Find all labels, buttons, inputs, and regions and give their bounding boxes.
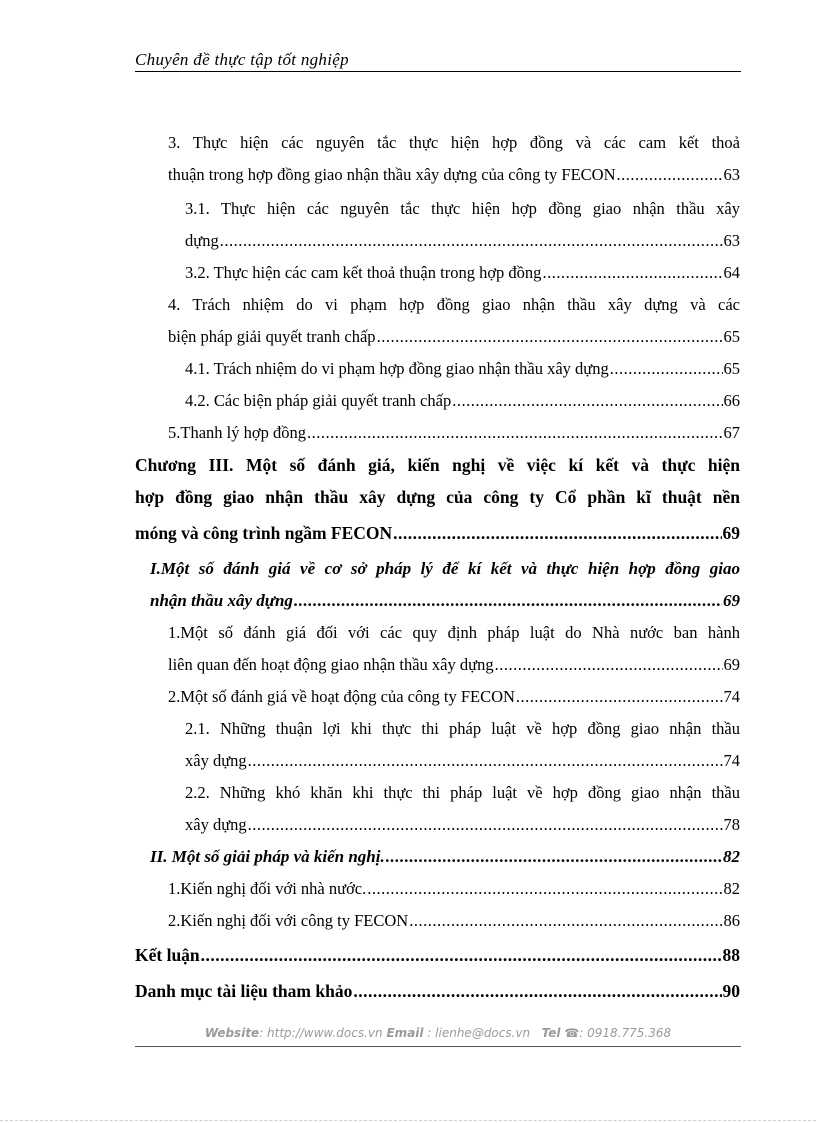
toc-line [135,521,740,545]
toc-entry-text: thuận trong hợp đồng giao nhận thầu xây dựng của công ty FECON [168,165,616,184]
toc-leader-dots [386,845,722,869]
toc-entry-text: xây dựng [185,815,247,834]
toc-entry-text: 4.2. Các biện pháp giải quyết tranh chấp [185,391,452,410]
toc-leader-dots [353,979,721,1003]
footer-email-label: Email [386,1026,424,1040]
toc-page-number: 82 [723,879,740,898]
toc-page-number: 78 [723,815,740,834]
toc-page-number: 66 [723,391,740,410]
toc-leader-dots [248,813,723,837]
toc-line [150,589,740,613]
toc-entry-text: liên quan đến hoạt động giao nhận thầu xây dựng [168,655,494,674]
toc-line [168,909,740,933]
toc-page-number: 65 [723,359,740,378]
toc-entry-text: II. Một số giải pháp và kiến nghị. [150,847,385,866]
toc-leader-dots [201,943,722,967]
toc-page-number: 69 [723,591,740,610]
toc-leader-dots [307,421,723,445]
toc-entry-text: Danh mục tài liệu tham khảo [135,981,353,1001]
toc-entry-text: I.Một số đánh giá về cơ sở pháp lý để kí kết và thực hiện hợp đồng giao [150,559,740,578]
toc-entry-text: 3. Thực hiện các nguyên tắc thực hiện hợp đồng và các cam kết thoả [168,133,740,152]
toc-line [135,453,740,477]
toc-leader-dots [409,909,722,933]
toc-page-number: 65 [723,327,740,346]
toc-entry-text: Chương III. Một số đánh giá, kiến nghị về việc kí kết và thực hiện [135,455,740,475]
toc-leader-dots [367,877,722,901]
toc-entry-text: nhận thầu xây dựng [150,591,293,610]
toc-line [135,485,740,509]
footer-website: : http://www.docs.vn [259,1026,383,1040]
toc-leader-dots [610,357,723,381]
toc-leader-dots [220,229,723,253]
page-footer [135,1026,741,1040]
toc-entry-text: 4. Trách nhiệm do vi phạm hợp đồng giao nhận thầu xây dựng và các [168,295,740,314]
page-header-title: Chuyên đề thực tập tốt nghiệp [135,50,349,69]
toc-line [185,197,740,221]
toc-leader-dots [377,325,723,349]
toc-page-number: 64 [723,263,740,282]
toc-page-number: 86 [723,911,740,930]
toc-line [185,781,740,805]
toc-line [150,557,740,581]
toc-entry-text: xây dựng [185,751,247,770]
toc-leader-dots [495,653,723,677]
toc-page-number: 69 [723,655,740,674]
footer-tel-label: Tel [541,1026,561,1040]
toc-entry-text: Kết luận [135,945,200,965]
toc-line [185,357,740,381]
footer-email: : lienhe@docs.vn [423,1026,531,1040]
toc-entry-text: 2.Một số đánh giá về hoạt động của công ty FECON [168,687,515,706]
toc-leader-dots [617,163,723,187]
toc-page-number: 74 [723,687,740,706]
toc-entry-text: hợp đồng giao nhận thầu xây dựng của công ty Cổ phần kĩ thuật nền [135,487,740,507]
toc-entry-text: 3.1. Thực hiện các nguyên tắc thực hiện hợp đồng giao nhận thầu xây [185,199,740,218]
phone-icon: ☎ [564,1026,580,1040]
toc-page-number: 69 [722,523,740,543]
toc-page-number: 82 [723,847,740,866]
toc-entry-text: móng và công trình ngầm FECON [135,523,393,543]
toc-page-number: 74 [723,751,740,770]
toc-line [185,261,740,285]
toc-entry-text: 5.Thanh lý hợp đồng [168,423,306,442]
toc-page-number: 67 [723,423,740,442]
toc-line [168,325,740,349]
toc-entry-text: dựng [185,231,219,250]
toc-line [185,229,740,253]
footer-divider [135,1046,741,1047]
toc-line [168,163,740,187]
toc-line [135,979,740,1003]
toc-page-number: 63 [723,165,740,184]
toc-leader-dots [393,521,721,545]
page-edge [0,1120,816,1121]
toc-leader-dots [516,685,723,709]
toc-leader-dots [248,749,723,773]
toc-leader-dots [452,389,722,413]
toc-entry-text: 3.2. Thực hiện các cam kết thoả thuận trong hợp đồng [185,263,542,282]
toc-entry-text: biện pháp giải quyết tranh chấp [168,327,376,346]
toc-page-number: 88 [722,945,740,965]
toc-line [168,653,740,677]
toc-line [135,943,740,967]
toc-line [168,293,740,317]
toc-line [168,131,740,155]
toc-line [150,845,740,869]
footer-website-label: Website [204,1026,260,1040]
toc-line [185,389,740,413]
toc-page-number: 90 [722,981,740,1001]
header-divider [135,71,741,72]
toc-leader-dots [542,261,722,285]
toc-line [168,877,740,901]
toc-entry-text: 1.Kiến nghị đối với nhà nước. [168,879,367,898]
toc-line [168,421,740,445]
toc-line [185,749,740,773]
toc-entry-text: 2.Kiến nghị đối với công ty FECON [168,911,409,930]
toc-line [185,717,740,741]
toc-entry-text: 1.Một số đánh giá đối với các quy định pháp luật do Nhà nước ban hành [168,623,740,642]
footer-phone: : 0918.775.368 [579,1026,672,1040]
toc-entry-text: 2.1. Những thuận lợi khi thực thi pháp luật về hợp đồng giao nhận thầu [185,719,740,738]
toc-leader-dots [294,589,722,613]
toc-page-number: 63 [723,231,740,250]
toc-entry-text: 2.2. Những khó khăn khi thực thi pháp luật về hợp đồng giao nhận thầu [185,783,740,802]
toc-line [168,621,740,645]
toc-entry-text: 4.1. Trách nhiệm do vi phạm hợp đồng giao nhận thầu xây dựng [185,359,609,378]
toc-line [185,813,740,837]
toc-line [168,685,740,709]
